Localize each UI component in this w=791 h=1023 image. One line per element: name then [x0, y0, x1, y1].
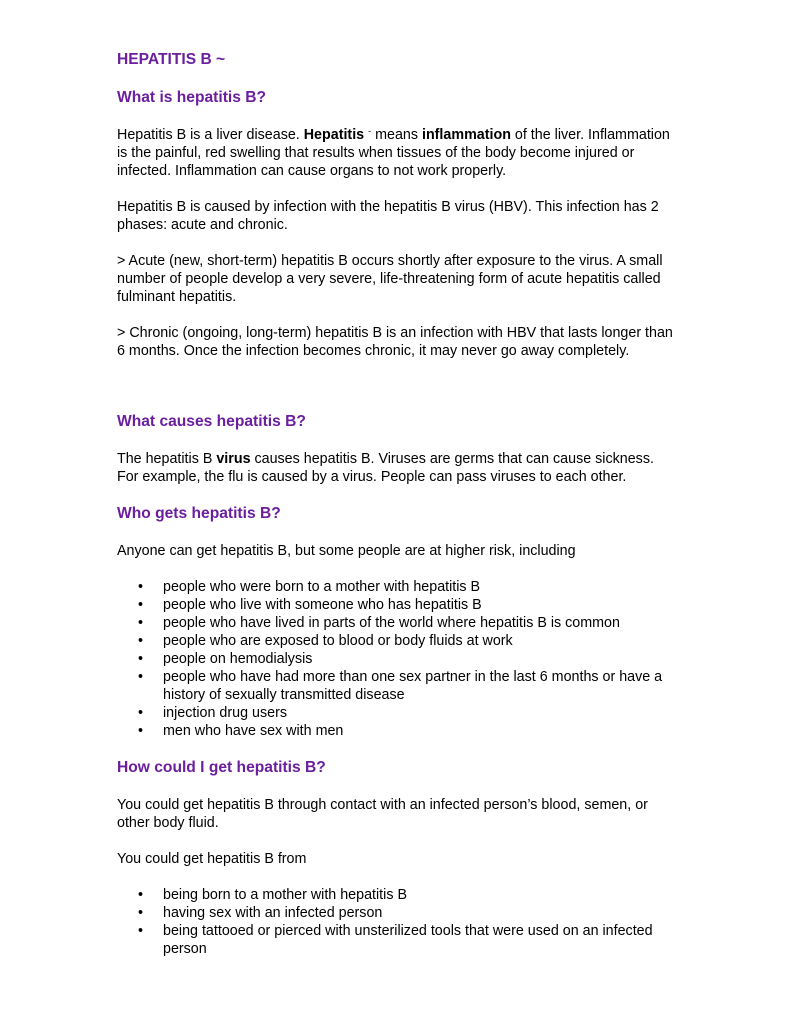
list-item: • men who have sex with men [117, 722, 677, 740]
risk-list [117, 578, 677, 740]
list-item: • people on hemodialysis [117, 650, 677, 668]
paragraph: Hepatitis B is caused by infection with the hepatitis B virus (HBV). This infection has 2 phases: acute and chronic. [117, 199, 659, 233]
section-heading: What is hepatitis B? [117, 89, 267, 106]
list-item: • being born to a mother with hepatitis B [117, 886, 677, 904]
list-item: • people who have had more than one sex partner in the last 6 months or have a history of sexually transmitted disease [117, 668, 677, 704]
list-item: • people who were born to a mother with hepatitis B [117, 578, 677, 596]
list-item: • people who are exposed to blood or body fluids at work [117, 632, 677, 650]
paragraph: Hepatitis B is a liver disease. Hepatitis - means inflammation of the liver. Inflammation is the painful, red swelling that results when tissues of the body become injured or infected. Inflammation can cause organs to not work properly. [117, 126, 670, 179]
section-causes [117, 412, 677, 486]
section-what-is [117, 88, 677, 360]
document-title: HEPATITIS B ~ [117, 51, 226, 68]
paragraph: You could get hepatitis B from [117, 851, 307, 867]
section-heading: Who gets hepatitis B? [117, 505, 281, 522]
list-item: • people who have lived in parts of the world where hepatitis B is common [117, 614, 677, 632]
transmission-list [117, 886, 677, 958]
paragraph: You could get hepatitis B through contact with an infected person’s blood, semen, or other body fluid. [117, 797, 648, 831]
list-item: • being tattooed or pierced with unsterilized tools that were used on an infected person [117, 922, 677, 958]
section-how-get [117, 758, 677, 958]
paragraph: Anyone can get hepatitis B, but some people are at higher risk, including [117, 543, 576, 559]
paragraph: The hepatitis B virus causes hepatitis B. Viruses are germs that can cause sickness. For example, the flu is caused by a virus. People can pass viruses to each other. [117, 451, 654, 485]
document-page [117, 50, 677, 958]
section-heading: What causes hepatitis B? [117, 413, 306, 430]
list-item: • people who live with someone who has hepatitis B [117, 596, 677, 614]
footnote-mark: - [368, 126, 372, 136]
paragraph: > Acute (new, short-term) hepatitis B occurs shortly after exposure to the virus. A small number of people develop a very severe, life-threatening form of acute hepatitis called fulminant hepatitis. [117, 253, 663, 305]
paragraph: > Chronic (ongoing, long-term) hepatitis B is an infection with HBV that lasts longer than 6 months. Once the infection becomes chronic, it may never go away completely. [117, 325, 673, 359]
section-who-gets [117, 504, 677, 740]
section-heading: How could I get hepatitis B? [117, 759, 326, 776]
list-item: • injection drug users [117, 704, 677, 722]
list-item: • having sex with an infected person [117, 904, 677, 922]
